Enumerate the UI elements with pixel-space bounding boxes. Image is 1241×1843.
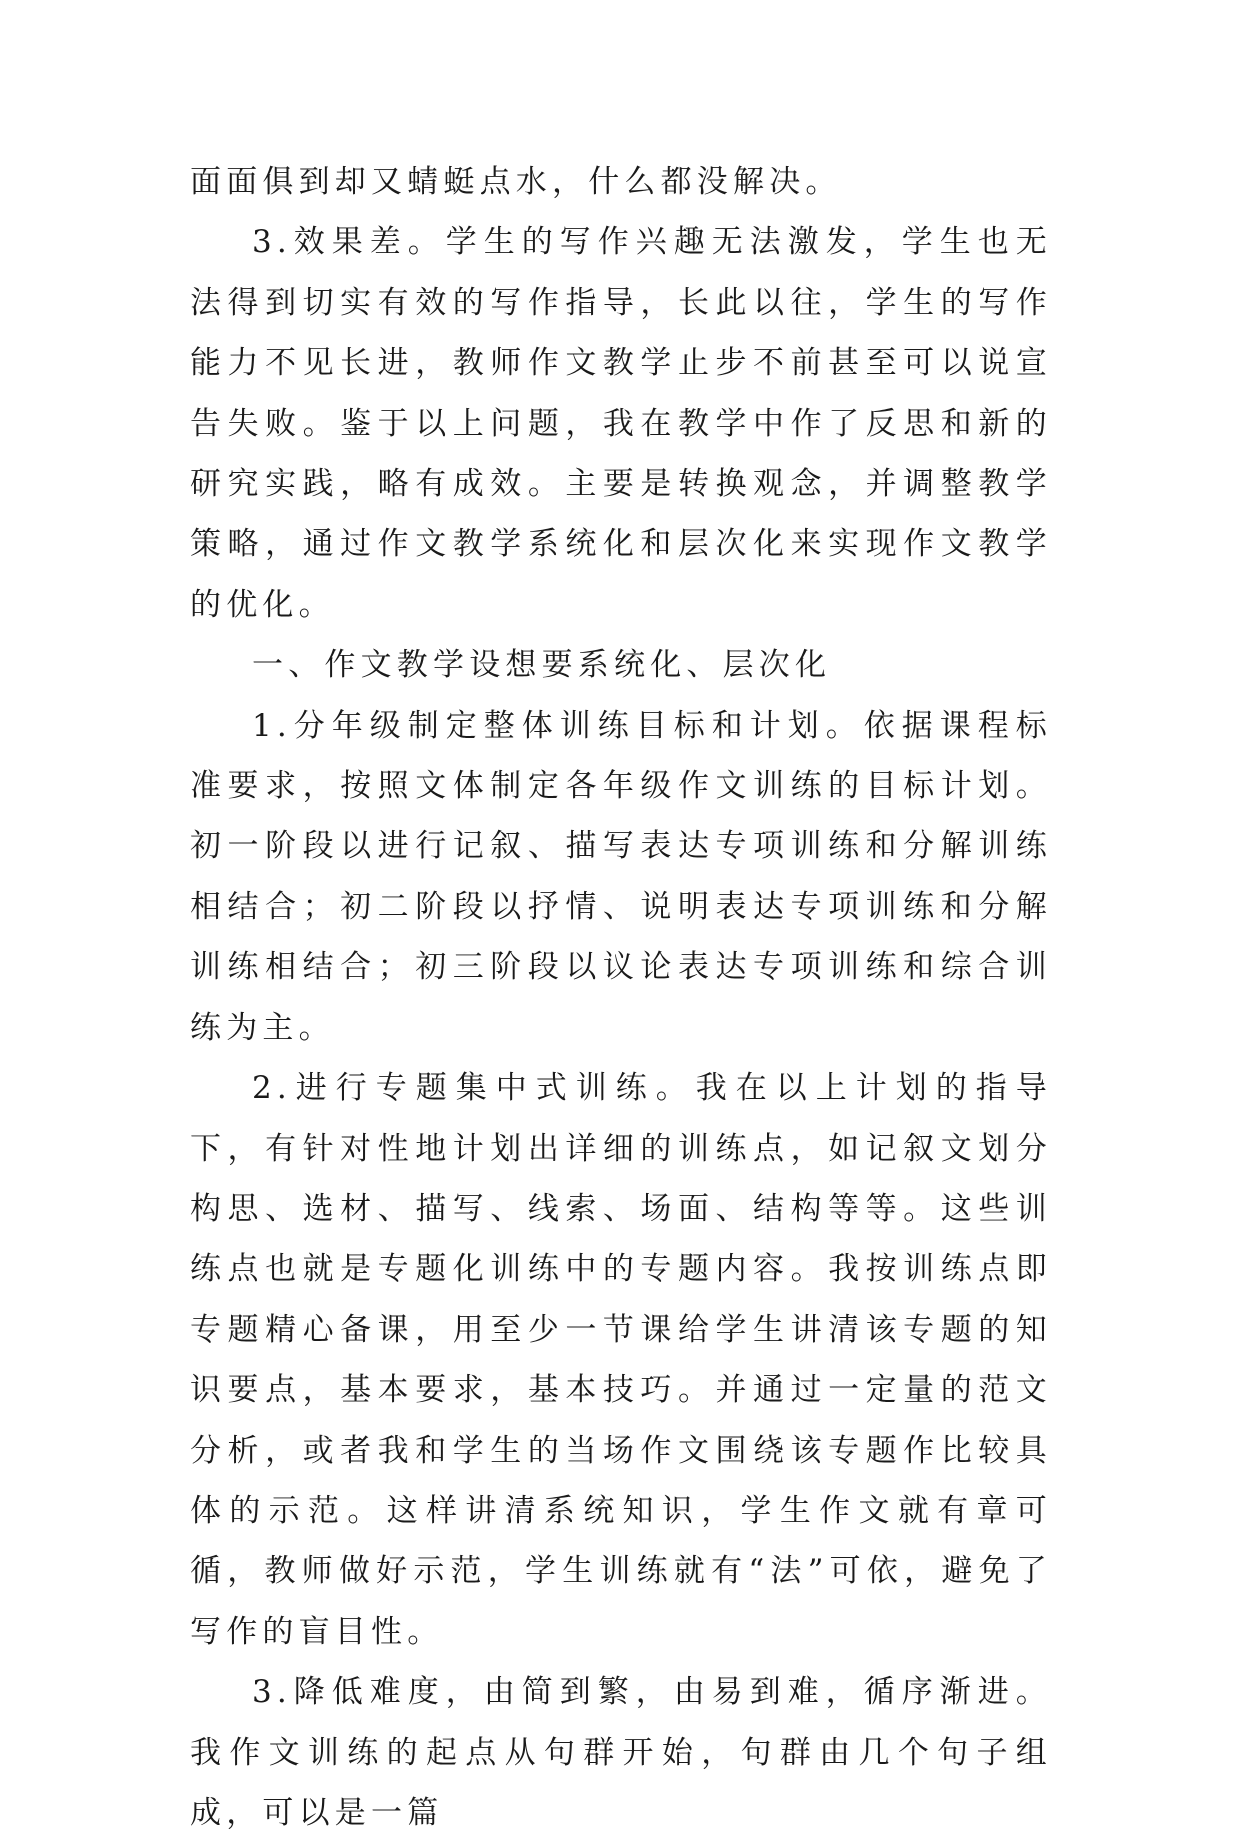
paragraph-grade-plan: 1.分年级制定整体训练目标和计划。依据课程标准要求，按照文体制定各年级作文训练的目标计划。初一阶段以进行记叙、描写表达专项训练和分解训练相结合；初二阶段以抒情、说明表达专项训练和分解训练相结合；初三阶段以议论表达专项训练和综合训练为主。	[190, 707, 1052, 1046]
section-heading: 一、作文教学设想要系统化、层次化	[252, 647, 832, 684]
paragraph-topic-training: 2.进行专题集中式训练。我在以上计划的指导下，有针对性地计划出详细的训练点，如记叙文划分构思、选材、描写、线索、场面、结构等等。这些训练点也就是专题化训练中的专题内容。我按训练点即专题精心备课，用至少一节课给学生讲清该专题的知识要点，基本要求，基本技巧。并通过一定量的范文分析，或者我和学生的当场作文围绕该专题作比较具体的示范。这样讲清系统知识，学生作文就有章可循，教师做好示范，学生训练就有“法”可依，避免了写作的盲目性。	[190, 1070, 1052, 1650]
document-body	[190, 152, 1052, 1843]
paragraph-continuation: 面面俱到却又蜻蜓点水，什么都没解决。	[190, 164, 842, 200]
paragraph-effect-poor: 3.效果差。学生的写作兴趣无法激发，学生也无法得到切实有效的写作指导，长此以往，学生的写作能力不见长进，教师作文教学止步不前甚至可以说宣告失败。鉴于以上问题，我在教学中作了反思和新的研究实践，略有成效。主要是转换观念，并调整教学策略，通过作文教学系统化和层次化来实现作文教学的优化。	[190, 224, 1052, 623]
paragraph-reduce-difficulty: 3.降低难度，由简到繁，由易到难，循序渐进。我作文训练的起点从句群开始，句群由几个句子组成，可以是一篇	[190, 1674, 1052, 1831]
